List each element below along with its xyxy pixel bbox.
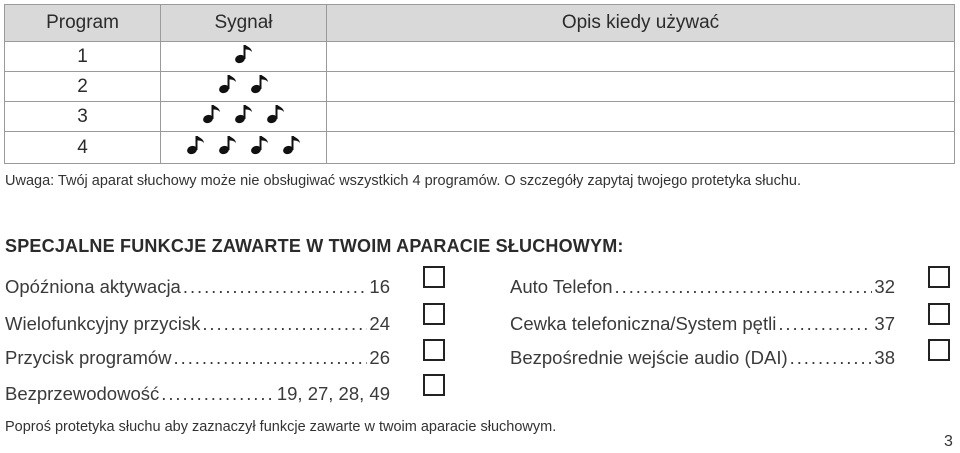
eighth-note-icon — [217, 134, 239, 156]
feature-checkbox-multifunction-button[interactable] — [423, 303, 445, 325]
header-description: Opis kiedy używać — [327, 5, 955, 42]
header-signal: Sygnał — [161, 5, 327, 42]
eighth-note-icon — [233, 43, 255, 65]
page-number: 3 — [944, 433, 953, 450]
description-cell[interactable] — [327, 42, 955, 72]
feature-item-program-button — [5, 347, 390, 369]
feature-label: Bezprzewodowość — [5, 383, 160, 404]
signal-cell — [161, 42, 327, 72]
feature-label: Opóźniona aktywacja — [5, 276, 181, 297]
feature-label: Wielofunkcyjny przycisk — [5, 313, 201, 334]
table-row — [5, 132, 955, 164]
eighth-note-icon — [281, 134, 303, 156]
program-number: 1 — [5, 42, 161, 72]
table-row — [5, 102, 955, 132]
leader-dots — [202, 313, 367, 335]
leader-dots — [790, 347, 873, 369]
feature-checkbox-program-button[interactable] — [423, 339, 445, 361]
program-number: 4 — [5, 132, 161, 164]
program-table — [4, 4, 955, 164]
eighth-note-icon — [249, 134, 271, 156]
table-row — [5, 72, 955, 102]
leader-dots — [161, 383, 275, 405]
table-header-row — [5, 5, 955, 42]
feature-item-wireless — [5, 383, 390, 405]
feature-page: 16 — [369, 276, 390, 297]
feature-page: 37 — [874, 313, 895, 334]
feature-checkbox-wireless[interactable] — [423, 374, 445, 396]
eighth-note-icon — [265, 103, 287, 125]
eighth-note-icon — [185, 134, 207, 156]
leader-dots — [174, 347, 368, 369]
features-heading: SPECJALNE FUNKCJE ZAWARTE W TWOIM APARACIE SŁUCHOWYM: — [5, 236, 624, 256]
signal-cell — [161, 102, 327, 132]
signal-cell — [161, 132, 327, 164]
feature-item-telecoil — [510, 313, 895, 335]
feature-page: 19, 27, 28, 49 — [276, 383, 390, 404]
program-number: 2 — [5, 72, 161, 102]
program-note: Uwaga: Twój aparat słuchowy może nie obsługiwać wszystkich 4 programów. O szczegóły zapytaj twojego protetyka słuchu. — [5, 173, 801, 189]
eighth-note-icon — [201, 103, 223, 125]
leader-dots — [778, 313, 872, 335]
leader-dots — [183, 276, 368, 298]
feature-item-delayed-activation — [5, 276, 390, 298]
feature-checkbox-delayed-activation[interactable] — [423, 266, 445, 288]
feature-label: Przycisk programów — [5, 347, 172, 368]
table-row — [5, 42, 955, 72]
feature-item-multifunction-button — [5, 313, 390, 335]
leader-dots — [615, 276, 873, 298]
feature-label: Cewka telefoniczna/System pętli — [510, 313, 777, 334]
feature-checkbox-telecoil[interactable] — [928, 303, 950, 325]
eighth-note-icon — [217, 73, 239, 95]
feature-checkbox-auto-phone[interactable] — [928, 266, 950, 288]
signal-cell — [161, 72, 327, 102]
feature-page: 38 — [874, 347, 895, 368]
description-cell[interactable] — [327, 72, 955, 102]
program-number: 3 — [5, 102, 161, 132]
feature-item-direct-audio-input — [510, 347, 895, 369]
feature-page: 26 — [369, 347, 390, 368]
eighth-note-icon — [249, 73, 271, 95]
description-cell[interactable] — [327, 132, 955, 164]
feature-checkbox-direct-audio-input[interactable] — [928, 339, 950, 361]
eighth-note-icon — [233, 103, 255, 125]
feature-label: Auto Telefon — [510, 276, 613, 297]
feature-item-auto-phone — [510, 276, 895, 298]
feature-page: 24 — [369, 313, 390, 334]
header-program: Program — [5, 5, 161, 42]
description-cell[interactable] — [327, 102, 955, 132]
feature-page: 32 — [874, 276, 895, 297]
feature-label: Bezpośrednie wejście audio (DAI) — [510, 347, 788, 368]
footer-instruction: Poproś protetyka słuchu aby zaznaczył funkcje zawarte w twoim aparacie słuchowym. — [5, 419, 557, 435]
